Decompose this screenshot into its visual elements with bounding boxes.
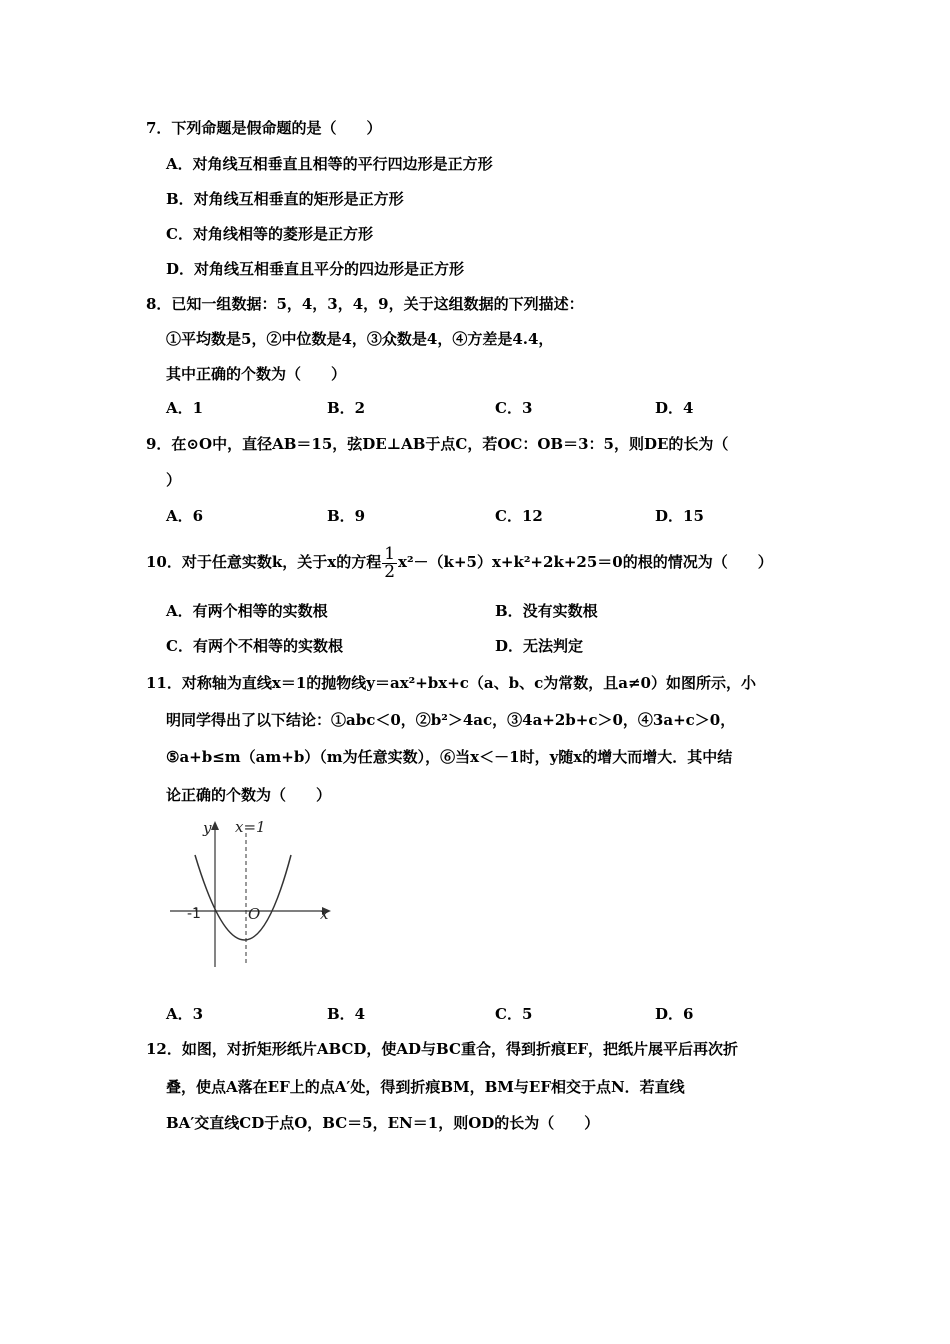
- q8-stem: 8．已知一组数据：5，4，3，4，9，关于这组数据的下列描述：: [146, 295, 584, 313]
- y-axis-label: y: [203, 819, 212, 837]
- q8-option-b: B．2: [327, 399, 366, 417]
- q10-stem: [146, 542, 773, 582]
- q9-option-c: C．12: [495, 507, 543, 525]
- q7-option-d: D．对角线互相垂直且平分的四边形是正方形: [166, 260, 465, 278]
- symmetry-axis-label: x=1: [235, 818, 266, 836]
- q7-stem: 7．下列命题是假命题的是（ ）: [146, 119, 382, 137]
- q9-option-d: D．15: [655, 507, 704, 525]
- q8-statements: ①平均数是5，②中位数是4，③众数是4，④方差是4.4，: [166, 330, 554, 348]
- q12-line2: 叠，使点A落在EF上的点A′处，得到折痕BM，BM与EF相交于点N．若直线: [166, 1078, 685, 1096]
- parabola-curve: [195, 855, 291, 940]
- q10-option-d: D．无法判定: [495, 637, 584, 655]
- q11-option-a: A．3: [166, 1005, 204, 1023]
- x-axis-label: x: [320, 905, 329, 923]
- q10-frac-denominator: 2: [384, 561, 396, 582]
- q9-option-a: A．6: [166, 507, 204, 525]
- q10-frac-numerator: 1: [384, 543, 396, 564]
- tick-label-minus-one: -1: [187, 906, 201, 922]
- q9-stem-cont: ）: [166, 471, 182, 489]
- q11-line1: 11．对称轴为直线x＝1的抛物线y＝ax²+bx+c（a、b、c为常数，且a≠0）如图所示，小: [146, 674, 756, 692]
- q11-option-c: C．5: [495, 1005, 533, 1023]
- q10-option-c: C．有两个不相等的实数根: [166, 637, 343, 655]
- q10-stem-a: 10．对于任意实数k，关于x的方程: [146, 553, 382, 571]
- q12-line3: BA′交直线CD于点O，BC＝5，EN＝1，则OD的长为（ ）: [166, 1114, 600, 1132]
- q12-line1: 12．如图，对折矩形纸片ABCD，使AD与BC重合，得到折痕EF，把纸片展平后再次折: [146, 1040, 739, 1058]
- q11-line2: 明同学得出了以下结论：①abc＜0，②b²＞4ac，③4a+2b+c＞0，④3a+c＞0，: [166, 711, 736, 729]
- q8-option-c: C．3: [495, 399, 533, 417]
- q10-fraction: [382, 543, 397, 582]
- origin-label: O: [248, 905, 261, 923]
- q8-option-a: A．1: [166, 399, 204, 417]
- q11-line3: ⑤a+b≤m（am+b）（m为任意实数），⑥当x＜－1时，y随x的增大而增大．其中结: [166, 748, 733, 766]
- q11-option-d: D．6: [655, 1005, 694, 1023]
- q8-option-d: D．4: [655, 399, 694, 417]
- y-axis-arrow-icon: [211, 821, 219, 830]
- q9-stem: 9．在⊙O中，直径AB＝15，弦DE⊥AB于点C，若OC：OB＝3：5，则DE的长为（: [146, 435, 729, 453]
- q11-line4: 论正确的个数为（ ）: [166, 786, 332, 804]
- parabola-graph: [165, 815, 340, 975]
- q7-option-a: A．对角线互相垂直且相等的平行四边形是正方形: [166, 155, 493, 173]
- q10-option-b: B．没有实数根: [495, 602, 598, 620]
- q7-option-c: C．对角线相等的菱形是正方形: [166, 225, 373, 243]
- q8-prompt: 其中正确的个数为（ ）: [166, 365, 347, 383]
- q10-stem-b: x²－（k+5）x+k²+2k+25＝0的根的情况为（ ）: [398, 553, 773, 571]
- q11-option-b: B．4: [327, 1005, 366, 1023]
- q10-option-a: A．有两个相等的实数根: [166, 602, 328, 620]
- q9-option-b: B．9: [327, 507, 366, 525]
- q7-option-b: B．对角线互相垂直的矩形是正方形: [166, 190, 404, 208]
